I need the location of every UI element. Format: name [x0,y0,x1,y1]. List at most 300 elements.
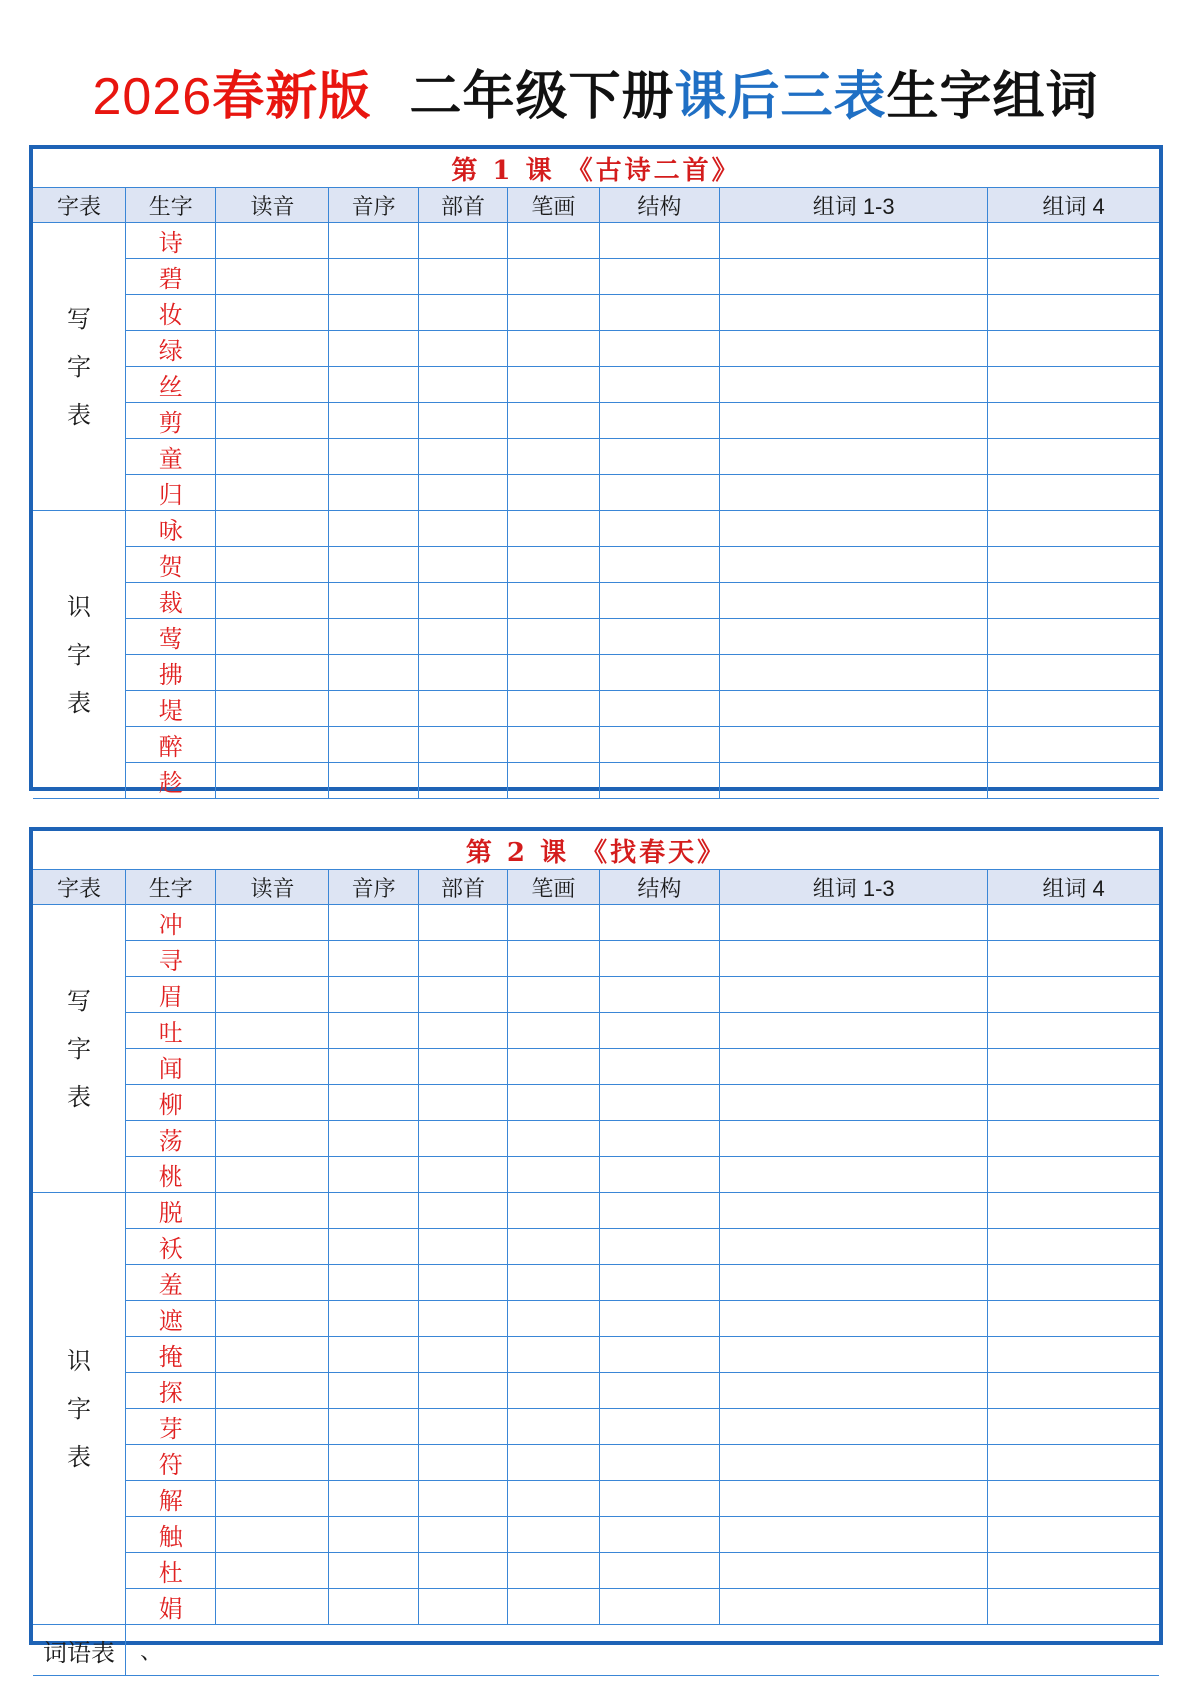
stroke-count-cell[interactable] [508,905,599,941]
radical-cell[interactable] [418,763,507,799]
pinyin-initial-cell[interactable] [329,1337,418,1373]
new-character: 拂 [126,655,216,691]
structure-cell[interactable] [599,1265,720,1301]
pinyin-initial-cell[interactable] [329,439,418,475]
words-1-3-cell[interactable] [720,367,988,403]
reading-cell[interactable] [216,1517,329,1553]
radical-cell[interactable] [418,1373,507,1409]
pinyin-initial-cell[interactable] [329,1517,418,1553]
write-label-char: 字 [67,1034,92,1063]
radical-cell[interactable] [418,403,507,439]
pinyin-initial-cell[interactable] [329,475,418,511]
char-row [33,1013,1159,1049]
words-1-3-cell[interactable] [720,977,988,1013]
reading-cell[interactable] [216,1265,329,1301]
word-4-cell[interactable] [988,547,1159,583]
column-header: 部首 [418,870,507,905]
stroke-count-cell[interactable] [508,1049,599,1085]
pinyin-initial-cell[interactable] [329,691,418,727]
structure-cell[interactable] [599,1517,720,1553]
char-row [33,727,1159,763]
word-4-cell[interactable] [988,691,1159,727]
radical-cell[interactable] [418,547,507,583]
word-4-cell[interactable] [988,1049,1159,1085]
words-1-3-cell[interactable] [720,583,988,619]
word-4-cell[interactable] [988,259,1159,295]
stroke-count-cell[interactable] [508,1013,599,1049]
words-1-3-cell[interactable] [720,1301,988,1337]
word-4-cell[interactable] [988,763,1159,799]
stroke-count-cell[interactable] [508,259,599,295]
reading-cell[interactable] [216,1553,329,1589]
words-1-3-cell[interactable] [720,763,988,799]
pinyin-initial-cell[interactable] [329,1589,418,1625]
words-1-3-cell[interactable] [720,1085,988,1121]
stroke-count-cell[interactable] [508,1229,599,1265]
radical-cell[interactable] [418,727,507,763]
structure-cell[interactable] [599,259,720,295]
structure-cell[interactable] [599,1193,720,1229]
reading-cell[interactable] [216,511,329,547]
radical-cell[interactable] [418,1445,507,1481]
new-character: 娟 [126,1589,216,1625]
column-header: 组词 1-3 [720,870,988,905]
words-1-3-cell[interactable] [720,439,988,475]
radical-cell[interactable] [418,583,507,619]
lesson-2-recognize-section [33,1193,1159,1625]
new-character: 符 [126,1445,216,1481]
radical-cell[interactable] [418,977,507,1013]
structure-cell[interactable] [599,655,720,691]
stroke-count-cell[interactable] [508,583,599,619]
stroke-count-cell[interactable] [508,1157,599,1193]
write-label-char: 写 [67,304,92,333]
words-1-3-cell[interactable] [720,223,988,259]
radical-cell[interactable] [418,511,507,547]
words-1-3-cell[interactable] [720,691,988,727]
structure-cell[interactable] [599,295,720,331]
words-1-3-cell[interactable] [720,331,988,367]
reading-cell[interactable] [216,691,329,727]
radical-cell[interactable] [418,223,507,259]
word-4-cell[interactable] [988,1445,1159,1481]
radical-cell[interactable] [418,1193,507,1229]
words-1-3-cell[interactable] [720,905,988,941]
reading-cell[interactable] [216,223,329,259]
radical-cell[interactable] [418,1013,507,1049]
words-1-3-cell[interactable] [720,511,988,547]
new-character: 贺 [126,547,216,583]
char-row [33,547,1159,583]
pinyin-initial-cell[interactable] [329,727,418,763]
reading-cell[interactable] [216,1121,329,1157]
pinyin-initial-cell[interactable] [329,977,418,1013]
word-4-cell[interactable] [988,295,1159,331]
stroke-count-cell[interactable] [508,223,599,259]
char-row [33,1517,1159,1553]
lesson-2-grid [33,831,1159,1676]
char-row [33,619,1159,655]
reading-cell[interactable] [216,1373,329,1409]
reading-cell[interactable] [216,583,329,619]
pinyin-initial-cell[interactable] [329,1265,418,1301]
word-4-cell[interactable] [988,727,1159,763]
recognize-label-char: 识 [67,592,92,621]
radical-cell[interactable] [418,691,507,727]
radical-cell[interactable] [418,1157,507,1193]
structure-cell[interactable] [599,1409,720,1445]
radical-cell[interactable] [418,941,507,977]
radical-cell[interactable] [418,1517,507,1553]
radical-cell[interactable] [418,1337,507,1373]
words-1-3-cell[interactable] [720,619,988,655]
reading-cell[interactable] [216,439,329,475]
reading-cell[interactable] [216,1013,329,1049]
structure-cell[interactable] [599,977,720,1013]
stroke-count-cell[interactable] [508,1301,599,1337]
radical-cell[interactable] [418,1229,507,1265]
stroke-count-cell[interactable] [508,1517,599,1553]
pinyin-initial-cell[interactable] [329,259,418,295]
word-4-cell[interactable] [988,1481,1159,1517]
structure-cell[interactable] [599,583,720,619]
stroke-count-cell[interactable] [508,619,599,655]
structure-cell[interactable] [599,1589,720,1625]
structure-cell[interactable] [599,941,720,977]
words-1-3-cell[interactable] [720,1013,988,1049]
word-4-cell[interactable] [988,1013,1159,1049]
radical-cell[interactable] [418,1085,507,1121]
stroke-count-cell[interactable] [508,941,599,977]
reading-cell[interactable] [216,1085,329,1121]
structure-cell[interactable] [599,763,720,799]
words-1-3-cell[interactable] [720,403,988,439]
pinyin-initial-cell[interactable] [329,367,418,403]
words-1-3-cell[interactable] [720,1409,988,1445]
reading-cell[interactable] [216,1049,329,1085]
structure-cell[interactable] [599,727,720,763]
pinyin-initial-cell[interactable] [329,547,418,583]
words-1-3-cell[interactable] [720,259,988,295]
words-1-3-cell[interactable] [720,475,988,511]
pinyin-initial-cell[interactable] [329,655,418,691]
radical-cell[interactable] [418,367,507,403]
char-row [33,905,1159,941]
reading-cell[interactable] [216,475,329,511]
word-4-cell[interactable] [988,1157,1159,1193]
word-4-cell[interactable] [988,1553,1159,1589]
column-header: 读音 [216,870,329,905]
pinyin-initial-cell[interactable] [329,403,418,439]
word-4-cell[interactable] [988,1121,1159,1157]
structure-cell[interactable] [599,1013,720,1049]
radical-cell[interactable] [418,331,507,367]
word-4-cell[interactable] [988,331,1159,367]
word-4-cell[interactable] [988,1589,1159,1625]
new-character: 妆 [126,295,216,331]
structure-cell[interactable] [599,403,720,439]
reading-cell[interactable] [216,403,329,439]
structure-cell[interactable] [599,439,720,475]
structure-cell[interactable] [599,619,720,655]
radical-cell[interactable] [418,439,507,475]
title-year: 2026 [92,68,213,126]
structure-cell[interactable] [599,691,720,727]
radical-cell[interactable] [418,475,507,511]
stroke-count-cell[interactable] [508,1589,599,1625]
vocab-row [33,1625,1159,1676]
stroke-count-cell[interactable] [508,1085,599,1121]
char-row [33,1481,1159,1517]
word-4-cell[interactable] [988,1373,1159,1409]
radical-cell[interactable] [418,1301,507,1337]
radical-cell[interactable] [418,1589,507,1625]
reading-cell[interactable] [216,941,329,977]
stroke-count-cell[interactable] [508,1409,599,1445]
stroke-count-cell[interactable] [508,727,599,763]
column-header: 组词 4 [988,188,1159,223]
stroke-count-cell[interactable] [508,1193,599,1229]
lesson-1-write-section [33,223,1159,511]
words-1-3-cell[interactable] [720,1553,988,1589]
reading-cell[interactable] [216,1157,329,1193]
pinyin-initial-cell[interactable] [329,763,418,799]
new-character: 闻 [126,1049,216,1085]
words-1-3-cell[interactable] [720,1265,988,1301]
char-row [33,511,1159,547]
stroke-count-cell[interactable] [508,439,599,475]
reading-cell[interactable] [216,295,329,331]
structure-cell[interactable] [599,1373,720,1409]
char-row [33,1553,1159,1589]
word-4-cell[interactable] [988,223,1159,259]
word-4-cell[interactable] [988,1409,1159,1445]
word-4-cell[interactable] [988,367,1159,403]
char-row [33,367,1159,403]
words-1-3-cell[interactable] [720,547,988,583]
words-1-3-cell[interactable] [720,727,988,763]
recognize-label-char: 字 [67,640,92,669]
title-edition: 春新版 [212,67,372,127]
reading-cell[interactable] [216,727,329,763]
reading-cell[interactable] [216,547,329,583]
column-header: 字表 [33,870,126,905]
radical-cell[interactable] [418,1409,507,1445]
words-1-3-cell[interactable] [720,1121,988,1157]
radical-cell[interactable] [418,619,507,655]
structure-cell[interactable] [599,1301,720,1337]
stroke-count-cell[interactable] [508,403,599,439]
reading-cell[interactable] [216,1589,329,1625]
word-4-cell[interactable] [988,1229,1159,1265]
words-1-3-cell[interactable] [720,655,988,691]
pinyin-initial-cell[interactable] [329,1373,418,1409]
word-4-cell[interactable] [988,1337,1159,1373]
pinyin-initial-cell[interactable] [329,1445,418,1481]
stroke-count-cell[interactable] [508,547,599,583]
reading-cell[interactable] [216,259,329,295]
words-1-3-cell[interactable] [720,1517,988,1553]
words-1-3-cell[interactable] [720,1229,988,1265]
pinyin-initial-cell[interactable] [329,223,418,259]
pinyin-initial-cell[interactable] [329,331,418,367]
word-4-cell[interactable] [988,619,1159,655]
word-4-cell[interactable] [988,977,1159,1013]
reading-cell[interactable] [216,619,329,655]
pinyin-initial-cell[interactable] [329,619,418,655]
reading-cell[interactable] [216,1229,329,1265]
structure-cell[interactable] [599,511,720,547]
words-1-3-cell[interactable] [720,1445,988,1481]
word-4-cell[interactable] [988,655,1159,691]
pinyin-initial-cell[interactable] [329,1121,418,1157]
pinyin-initial-cell[interactable] [329,1301,418,1337]
structure-cell[interactable] [599,1229,720,1265]
new-character: 趁 [126,763,216,799]
new-character: 羞 [126,1265,216,1301]
word-4-cell[interactable] [988,1085,1159,1121]
words-1-3-cell[interactable] [720,1049,988,1085]
stroke-count-cell[interactable] [508,655,599,691]
word-4-cell[interactable] [988,439,1159,475]
words-1-3-cell[interactable] [720,1157,988,1193]
reading-cell[interactable] [216,367,329,403]
char-row [33,1049,1159,1085]
stroke-count-cell[interactable] [508,691,599,727]
reading-cell[interactable] [216,331,329,367]
stroke-count-cell[interactable] [508,331,599,367]
reading-cell[interactable] [216,977,329,1013]
stroke-count-cell[interactable] [508,1481,599,1517]
radical-cell[interactable] [418,655,507,691]
write-label-char: 表 [67,1082,92,1111]
pinyin-initial-cell[interactable] [329,511,418,547]
column-header: 笔画 [508,188,599,223]
radical-cell[interactable] [418,259,507,295]
lesson-1-grid [33,149,1159,799]
char-row [33,1445,1159,1481]
reading-cell[interactable] [216,905,329,941]
stroke-count-cell[interactable] [508,763,599,799]
stroke-count-cell[interactable] [508,367,599,403]
radical-cell[interactable] [418,905,507,941]
radical-cell[interactable] [418,1265,507,1301]
lesson-2-title: 第 2 课 《找春天》 [33,831,1159,870]
pinyin-initial-cell[interactable] [329,1013,418,1049]
words-1-3-cell[interactable] [720,1373,988,1409]
new-character: 遮 [126,1301,216,1337]
word-4-cell[interactable] [988,905,1159,941]
reading-cell[interactable] [216,1193,329,1229]
word-4-cell[interactable] [988,583,1159,619]
reading-cell[interactable] [216,1409,329,1445]
word-4-cell[interactable] [988,1301,1159,1337]
radical-cell[interactable] [418,1049,507,1085]
words-1-3-cell[interactable] [720,1337,988,1373]
stroke-count-cell[interactable] [508,475,599,511]
reading-cell[interactable] [216,763,329,799]
recognize-table-label [33,511,126,799]
structure-cell[interactable] [599,1553,720,1589]
radical-cell[interactable] [418,1481,507,1517]
stroke-count-cell[interactable] [508,1265,599,1301]
word-4-cell[interactable] [988,941,1159,977]
write-label-char: 字 [67,352,92,381]
word-4-cell[interactable] [988,1517,1159,1553]
word-4-cell[interactable] [988,403,1159,439]
structure-cell[interactable] [599,331,720,367]
structure-cell[interactable] [599,1445,720,1481]
structure-cell[interactable] [599,1049,720,1085]
pinyin-initial-cell[interactable] [329,295,418,331]
structure-cell[interactable] [599,1337,720,1373]
stroke-count-cell[interactable] [508,977,599,1013]
stroke-count-cell[interactable] [508,511,599,547]
reading-cell[interactable] [216,1481,329,1517]
word-4-cell[interactable] [988,1193,1159,1229]
radical-cell[interactable] [418,1121,507,1157]
structure-cell[interactable] [599,905,720,941]
structure-cell[interactable] [599,547,720,583]
structure-cell[interactable] [599,1085,720,1121]
words-1-3-cell[interactable] [720,1481,988,1517]
stroke-count-cell[interactable] [508,1553,599,1589]
vocab-field[interactable]: 、 [126,1625,1159,1676]
char-row [33,763,1159,799]
structure-cell[interactable] [599,223,720,259]
stroke-count-cell[interactable] [508,1445,599,1481]
stroke-count-cell[interactable] [508,1121,599,1157]
reading-cell[interactable] [216,1445,329,1481]
word-4-cell[interactable] [988,511,1159,547]
reading-cell[interactable] [216,1301,329,1337]
word-4-cell[interactable] [988,475,1159,511]
pinyin-initial-cell[interactable] [329,1085,418,1121]
pinyin-initial-cell[interactable] [329,1481,418,1517]
radical-cell[interactable] [418,295,507,331]
pinyin-initial-cell[interactable] [329,1409,418,1445]
structure-cell[interactable] [599,1481,720,1517]
write-label-char: 表 [67,400,92,429]
stroke-count-cell[interactable] [508,1337,599,1373]
pinyin-initial-cell[interactable] [329,1553,418,1589]
words-1-3-cell[interactable] [720,1589,988,1625]
stroke-count-cell[interactable] [508,295,599,331]
pinyin-initial-cell[interactable] [329,905,418,941]
char-row [33,691,1159,727]
word-4-cell[interactable] [988,1265,1159,1301]
pinyin-initial-cell[interactable] [329,1229,418,1265]
pinyin-initial-cell[interactable] [329,1157,418,1193]
stroke-count-cell[interactable] [508,1373,599,1409]
title-grade: 二年级下册 [409,67,675,127]
lesson-1-recognize-section [33,511,1159,799]
structure-cell[interactable] [599,367,720,403]
structure-cell[interactable] [599,1121,720,1157]
radical-cell[interactable] [418,1553,507,1589]
pinyin-initial-cell[interactable] [329,1049,418,1085]
reading-cell[interactable] [216,1337,329,1373]
words-1-3-cell[interactable] [720,941,988,977]
pinyin-initial-cell[interactable] [329,583,418,619]
words-1-3-cell[interactable] [720,295,988,331]
pinyin-initial-cell[interactable] [329,941,418,977]
structure-cell[interactable] [599,1157,720,1193]
pinyin-initial-cell[interactable] [329,1193,418,1229]
words-1-3-cell[interactable] [720,1193,988,1229]
reading-cell[interactable] [216,655,329,691]
structure-cell[interactable] [599,475,720,511]
